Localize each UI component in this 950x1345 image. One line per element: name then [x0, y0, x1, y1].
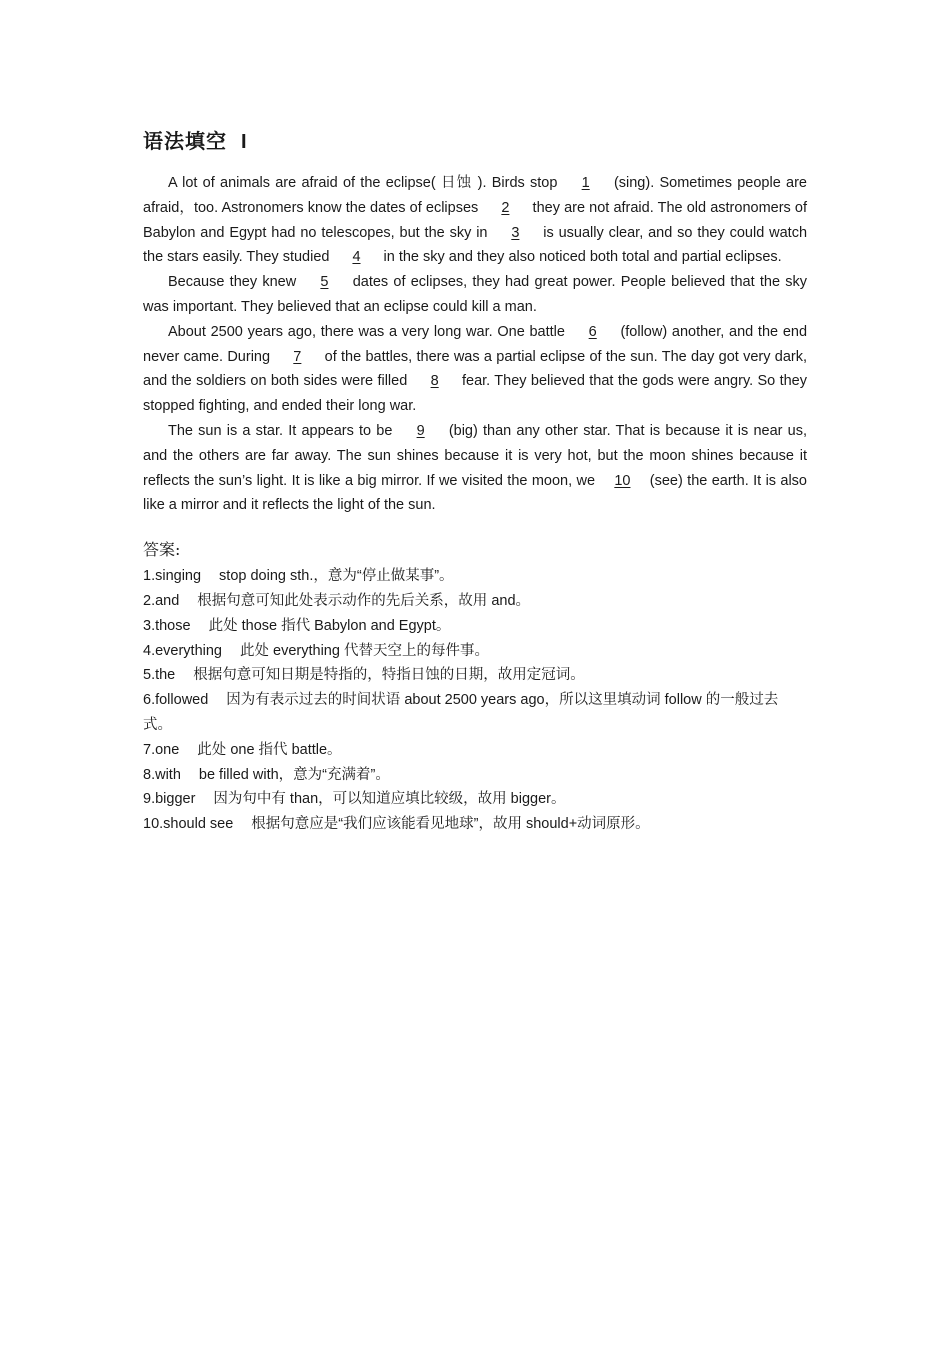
answer-note: be filled with，意为“充满着”。 — [198, 766, 390, 783]
passage-text: of the battles, there was a partial eclipse of the sun. The day got very dark, and the soldiers on both sides were filled — [143, 348, 808, 390]
passage-paragraph-1 — [143, 171, 807, 270]
answer-note: 此处 one 指代 battle。 — [197, 741, 342, 758]
answer-note: 因为有表示过去的时间状语 about 2500 years ago，所以这里填动词 follow 的一般过去式。 — [143, 692, 779, 733]
answer-key: 8.with — [143, 766, 181, 783]
passage — [143, 171, 807, 518]
passage-text: Because they knew — [168, 274, 297, 291]
answer-key: 7.one — [143, 741, 180, 758]
document-page — [143, 126, 807, 837]
blank-10: 10 — [614, 472, 631, 489]
passage-text: (follow) another, and the end never came. During — [143, 323, 808, 365]
passage-text: in the sky and they also noticed both total and partial eclipses. — [383, 249, 782, 266]
page-title — [143, 126, 807, 157]
passage-text: (see) the earth. It is also like a mirror and it reflects the light of the sun. — [143, 472, 807, 514]
passage-paragraph-3 — [143, 320, 807, 419]
answer-key: 10.should see — [143, 816, 234, 833]
passage-text: (sing). Sometimes people are afraid，too. Astronomers know the dates of eclipses — [143, 175, 807, 216]
answer-item — [143, 763, 807, 788]
answer-key: 2.and — [143, 592, 180, 609]
answer-item — [143, 663, 807, 688]
answer-key: 9.bigger — [143, 791, 196, 808]
passage-text: (big) than any other star. That is because it is near us, and the others are far away. The sun shines because it is very hot, but the moon shines because it reflects the sun’s light. It is like a big mirror. If we visited the moon, we — [143, 422, 807, 489]
answer-key: 4.everything — [143, 642, 222, 659]
title-mark: I — [241, 131, 248, 153]
passage-paragraph-4 — [143, 419, 807, 518]
answer-item — [143, 639, 807, 664]
answer-note: 此处 those 指代 Babylon and Egypt。 — [208, 617, 451, 634]
answer-item — [143, 738, 807, 763]
blank-7: 7 — [293, 348, 302, 365]
answer-item — [143, 564, 807, 589]
blank-9: 9 — [416, 422, 425, 439]
answer-item — [143, 614, 807, 639]
answer-note: 因为句中有 than，可以知道应填比较级，故用 bigger。 — [213, 791, 566, 808]
blank-3: 3 — [511, 224, 520, 241]
answer-item — [143, 688, 807, 738]
passage-text: About 2500 years ago, there was a very long war. One battle — [168, 323, 565, 340]
blank-8: 8 — [430, 373, 439, 390]
passage-text: they are not afraid. The old astronomers of Babylon and Egypt had no telescopes, but the sky in — [143, 199, 808, 241]
passage-text: The sun is a star. It appears to be — [168, 422, 393, 439]
passage-text: dates of eclipses, they had great power. People believed that the sky was important. They believed that an eclipse could kill a man. — [143, 274, 808, 315]
answer-note: 根据句意应是“我们应该能看见地球”，故用 should+动词原形。 — [251, 816, 650, 833]
answer-key: 6.followed — [143, 692, 209, 709]
answer-key: 5.the — [143, 667, 176, 684]
answers-heading: 答案: — [143, 540, 181, 560]
answer-note: stop doing sth.，意为“停止做某事”。 — [219, 568, 454, 585]
passage-text: fear. They believed that the gods were angry. So they stopped fighting, and ended their long war. — [143, 373, 807, 415]
passage-text: A lot of animals are afraid of the eclipse( — [168, 175, 436, 191]
answer-item — [143, 787, 807, 812]
blank-2: 2 — [501, 199, 510, 216]
blank-4: 4 — [352, 249, 361, 266]
answer-key: 3.those — [143, 617, 191, 634]
passage-paragraph-2 — [143, 270, 807, 320]
passage-text: 日蚀 ). Birds stop — [440, 175, 558, 191]
passage-text: is usually clear, and so they could watch the stars easily. They studied — [143, 224, 808, 266]
title-text: 语法填空 — [143, 129, 227, 153]
answer-note: 根据句意可知日期是特指的，特指日蚀的日期，故用定冠词。 — [193, 667, 585, 684]
answer-note: 此处 everything 代替天空上的每件事。 — [240, 642, 489, 659]
answer-item — [143, 589, 807, 614]
blank-1: 1 — [581, 175, 590, 191]
answers-list — [143, 564, 807, 837]
answer-note: 根据句意可知此处表示动作的先后关系，故用 and。 — [197, 592, 531, 609]
answer-key: 1.singing — [143, 568, 202, 585]
blank-6: 6 — [588, 323, 597, 340]
answer-item — [143, 812, 807, 837]
blank-5: 5 — [320, 274, 329, 291]
